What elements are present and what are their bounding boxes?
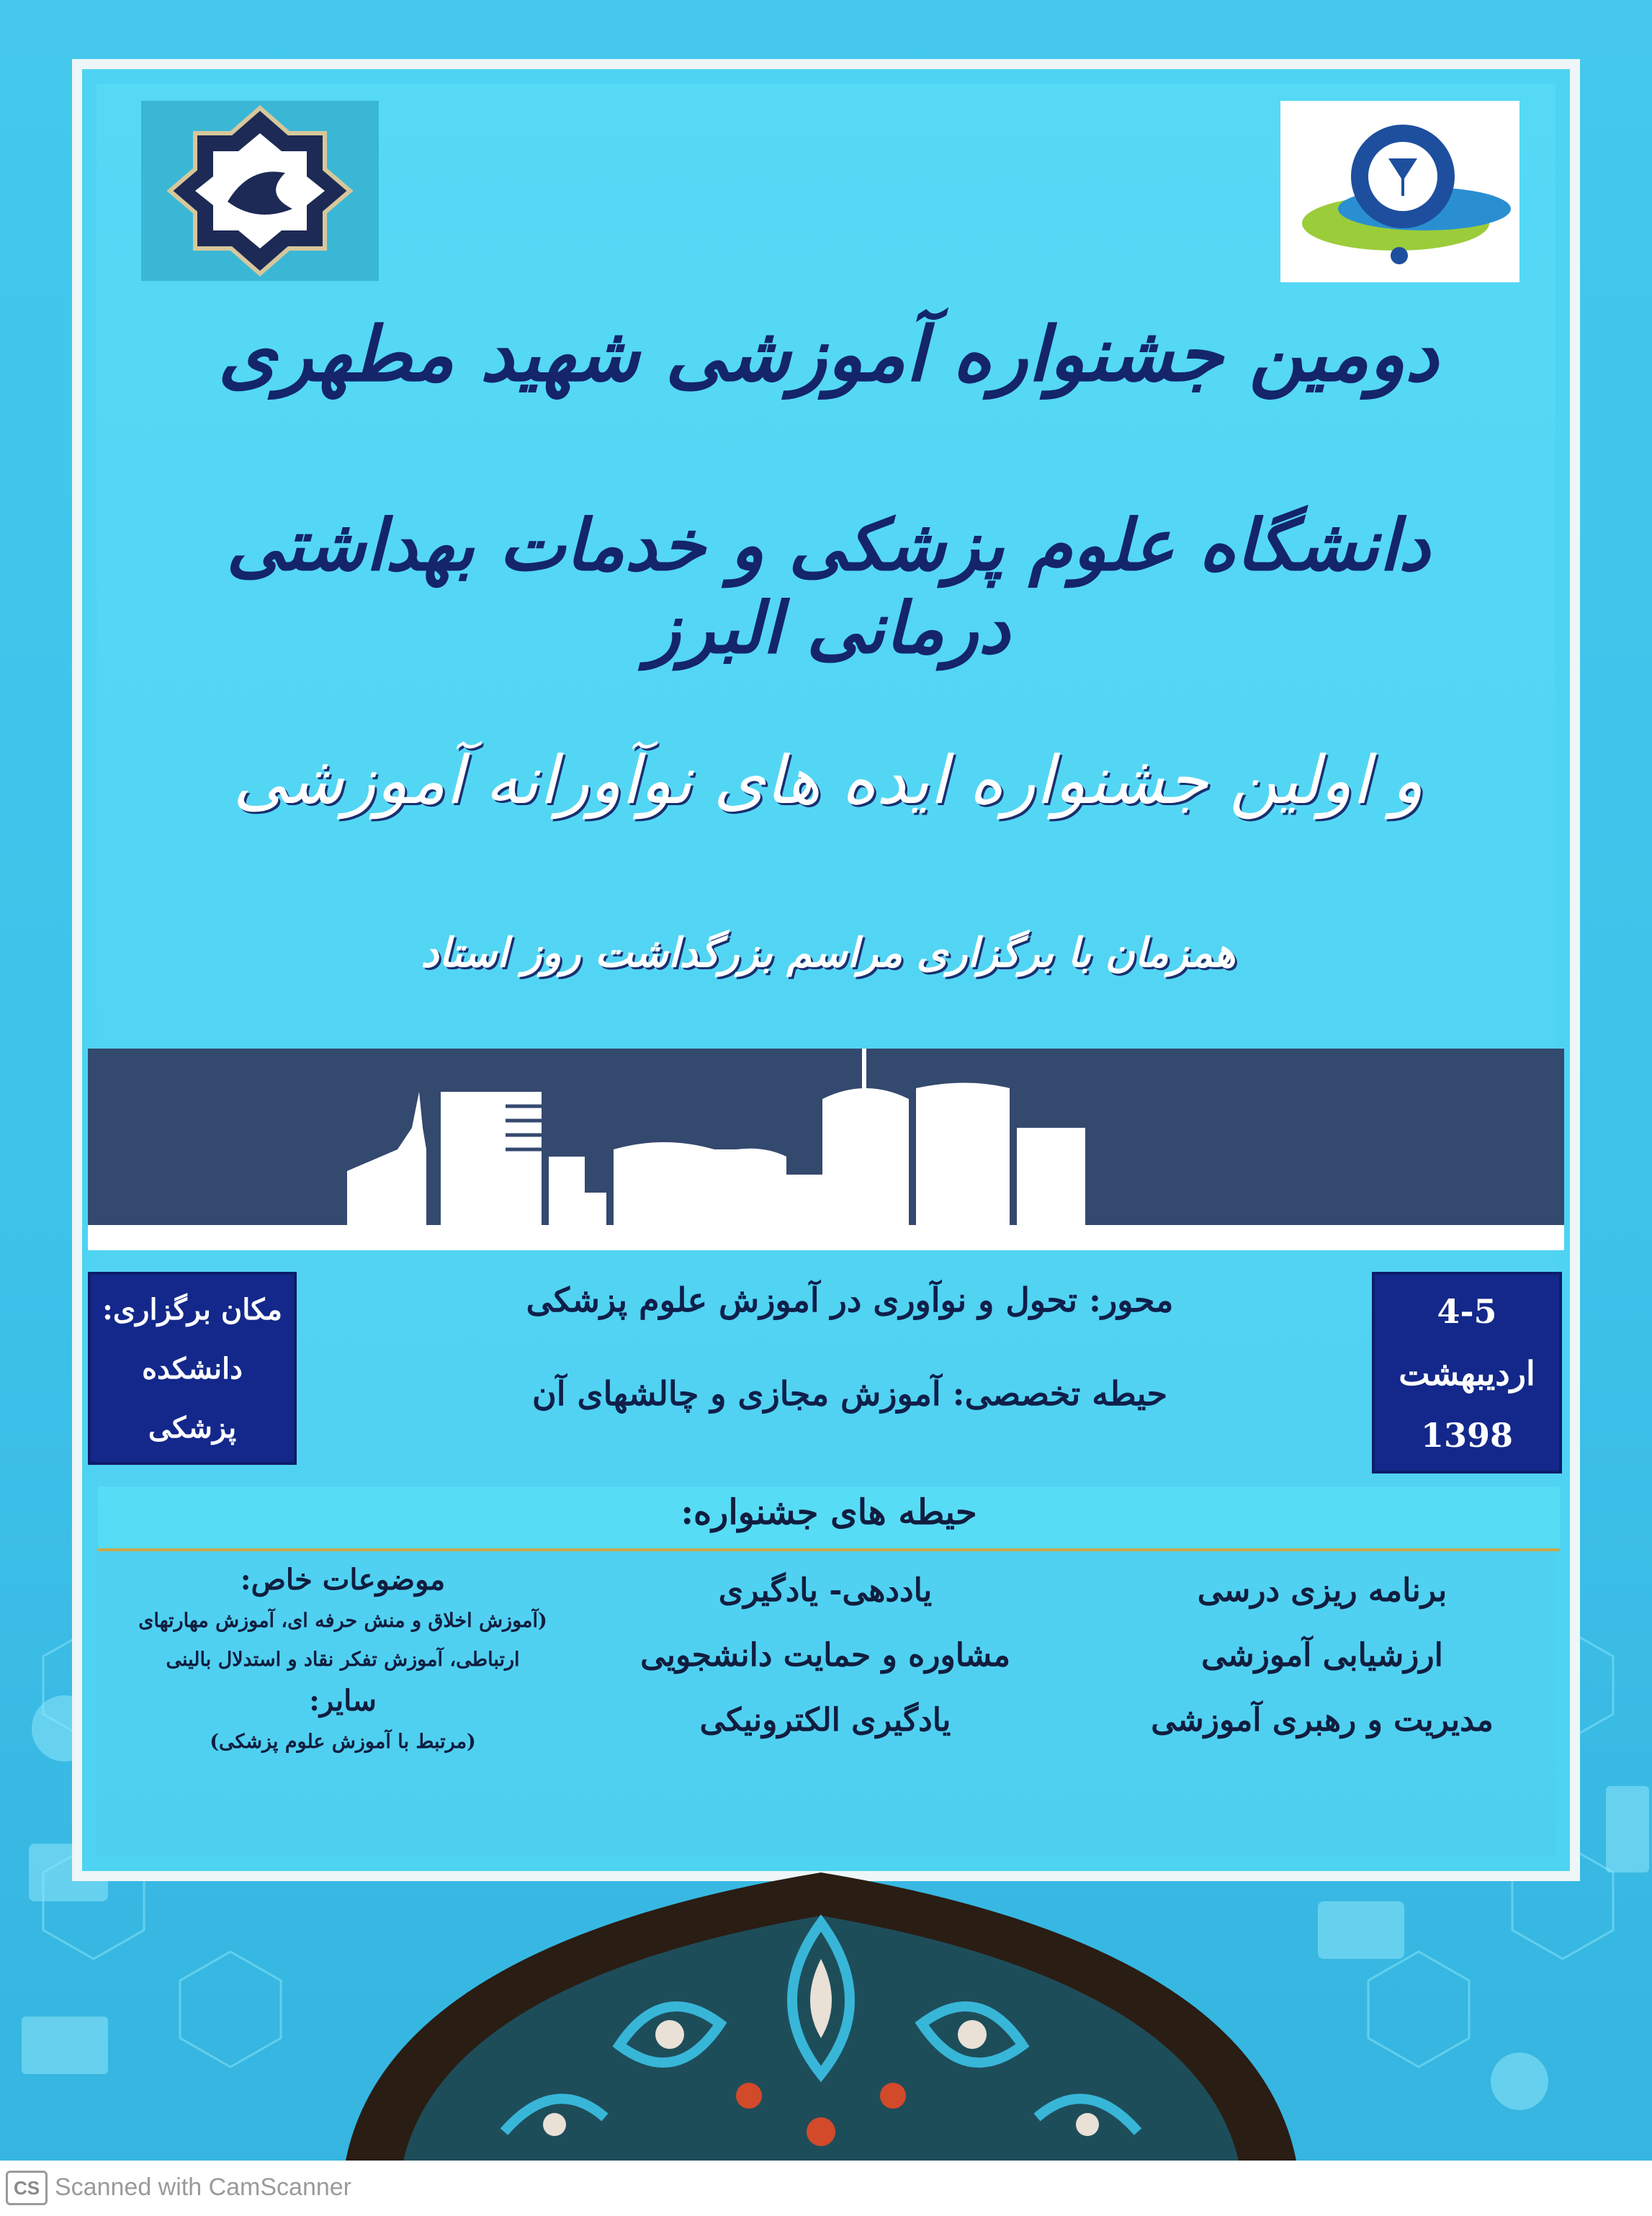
field-item: یادگیری الکترونیکی [699, 1702, 951, 1739]
special-topics-line: ارتباطی، آموزش تفکر نقاد و استدلال بالینی [166, 1648, 520, 1671]
special-topics-line: (آموزش اخلاق و منش حرفه ای، آموزش مهارتهای [138, 1610, 547, 1632]
fields-title: حیطه های جشنواره: [681, 1492, 977, 1533]
field-item: مشاوره و حمایت دانشجویی [640, 1637, 1010, 1674]
teachers-day-subtitle: همزمان با برگزاری مراسم بزرگداشت روز استاد [421, 929, 1236, 977]
fields-column-left [98, 1558, 588, 1762]
festival-fields [98, 1558, 1560, 1818]
camscanner-icon: CS [6, 2171, 48, 2205]
field-item: برنامه ریزی درسی [1197, 1572, 1447, 1609]
special-topics-title: موضوعات خاص: [240, 1563, 446, 1597]
festival-axis: محور: تحول و نوآوری در آموزش علوم پزشکی [526, 1280, 1174, 1319]
scanner-footer [0, 2161, 1652, 2216]
city-skyline-banner [88, 1049, 1564, 1250]
venue-label: مکان برگزاری: [102, 1293, 282, 1327]
document-icon [1606, 1786, 1649, 1872]
alborz-university-logo [1280, 101, 1519, 282]
other-topics-title: سایر: [309, 1684, 377, 1718]
field-item: یاددهی- یادگیری [718, 1572, 933, 1609]
fields-column-middle [595, 1558, 1056, 1753]
field-item: مدیریت و رهبری آموزشی [1151, 1702, 1494, 1739]
field-item: ارزشیابی آموزشی [1201, 1637, 1443, 1674]
monitor-icon [1318, 1901, 1404, 1959]
specialty-field: حیطه تخصصی: آموزش مجازی و چالشهای آن [531, 1374, 1168, 1413]
venue-place-2: پزشکی [148, 1411, 237, 1445]
other-topics-line: (مرتبط با آموزش علوم پزشکی) [210, 1731, 476, 1753]
date-month: اردیبهشت [1399, 1354, 1535, 1393]
date-box [1372, 1272, 1562, 1473]
venue-place: دانشکده [142, 1352, 243, 1386]
book-icon [22, 2017, 108, 2074]
innovation-festival-title: و اولین جشنواره ایده های نوآورانه آموزشی [233, 742, 1424, 819]
fields-header-bar [98, 1486, 1560, 1551]
atom-icon [1491, 2053, 1548, 2110]
fields-column-right [1099, 1558, 1545, 1753]
university-seal-logo [141, 101, 379, 281]
date-days: 4-5 [1437, 1292, 1497, 1331]
scanner-watermark: Scanned with CamScanner [55, 2174, 352, 2201]
university-name: دانشگاه علوم پزشکی و خدمات بهداشتی درمانی البرز [226, 504, 1430, 670]
seal-icon [141, 101, 379, 281]
islamic-dome-ornament [317, 1858, 1325, 2161]
venue-box [88, 1272, 297, 1465]
date-year: 1398 [1420, 1416, 1514, 1455]
festival-title: دومین جشنواره آموزشی شهید مطهری [217, 310, 1439, 398]
university-emblem-icon [1280, 101, 1519, 282]
